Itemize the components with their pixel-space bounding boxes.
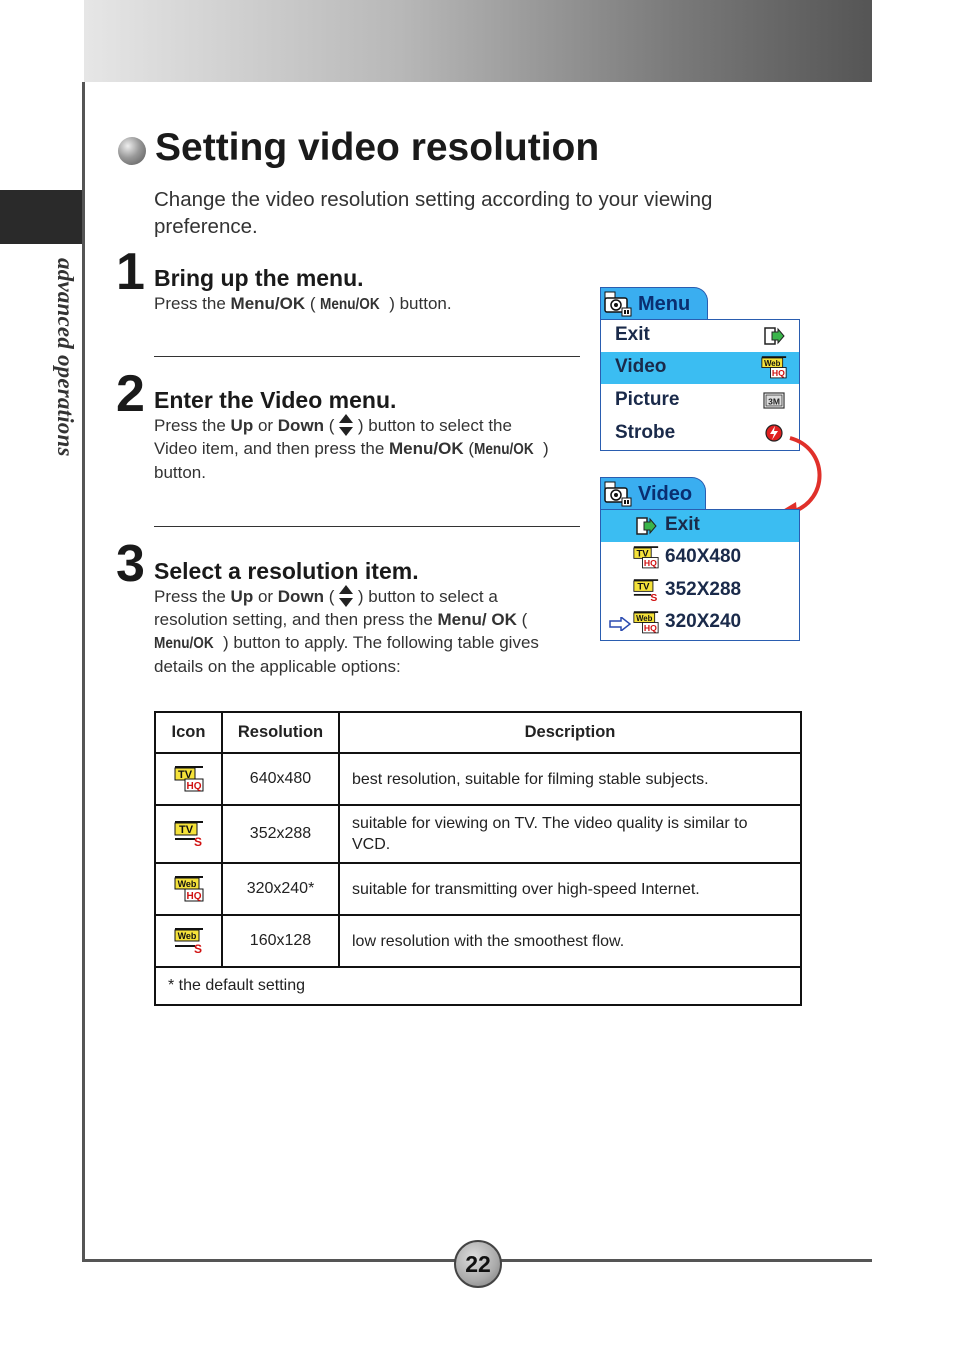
table-row — [155, 805, 801, 863]
step-3-bold-down: Down — [277, 587, 325, 606]
step-1 — [154, 265, 584, 316]
tv-s-icon — [174, 820, 204, 848]
table-cell-description: best resolution, suitable for filming stable subjects. — [339, 753, 801, 805]
table-row — [155, 753, 801, 805]
step-3 — [154, 558, 554, 678]
video-menu-screen-title: Video — [638, 483, 693, 505]
tv-hq-icon — [174, 765, 204, 793]
menu-item-label: Exit — [665, 514, 700, 535]
current-setting-arrow-icon — [609, 617, 631, 631]
video-menu-screen-tab — [600, 477, 706, 510]
video-menu-item-320[interactable] — [601, 607, 799, 639]
step-2-bold-down: Down — [277, 416, 325, 435]
table-cell-icon — [155, 805, 222, 863]
menu-item-label: 352X288 — [665, 579, 742, 600]
step-2-heading: Enter the Video menu. — [154, 387, 397, 413]
menu-item-label: Video — [615, 356, 667, 377]
table-row — [155, 863, 801, 915]
step-3-number: 3 — [116, 535, 145, 593]
exit-icon — [635, 516, 657, 536]
step-1-text: Press the — [154, 294, 231, 313]
table-cell-icon — [155, 753, 222, 805]
table-cell-resolution: 640x480 — [222, 753, 339, 805]
menu-ok-key-icon: Menu/OK — [474, 441, 534, 458]
page-number: 22 — [454, 1240, 502, 1288]
step-3-text: ) button to apply. The following table gives details on the applicable options: — [154, 633, 539, 676]
step-3-text: ( — [521, 610, 528, 629]
web-s-icon — [174, 927, 204, 955]
left-border-rule — [82, 82, 85, 1262]
video-menu-screen — [600, 509, 800, 641]
table-cell-description: suitable for viewing on TV. The video quality is similar to VCD. — [339, 805, 801, 863]
step-1-heading: Bring up the menu. — [154, 265, 364, 291]
step-3-body — [154, 585, 554, 678]
table-cell-resolution: 352x288 — [222, 805, 339, 863]
web-hq-icon — [174, 875, 204, 903]
video-menu-item-352[interactable] — [601, 575, 799, 607]
step-2-text: or — [253, 416, 278, 435]
step-2 — [154, 387, 554, 484]
menu-item-label: 640X480 — [665, 546, 742, 567]
intro-text: Change the video resolution setting according to your viewing preference. — [154, 188, 713, 238]
web-hq-icon — [761, 355, 787, 380]
step-2-text: ( — [468, 439, 475, 458]
table-cell-description: low resolution with the smoothest flow. — [339, 915, 801, 967]
step-2-bold-up: Up — [230, 416, 254, 435]
step-1-body — [154, 292, 584, 316]
step-3-text: ) button to select a resolution setting, and then press the — [154, 587, 498, 629]
menu-item-label: Picture — [615, 389, 680, 410]
3m-icon — [763, 391, 785, 411]
step-3-text: or — [253, 587, 278, 606]
table-footnote-row — [155, 967, 801, 1005]
resolution-table — [154, 711, 802, 1006]
step-3-text: ( — [324, 587, 335, 606]
menu-item-label: Strobe — [615, 422, 676, 443]
up-down-arrow-icon — [339, 414, 353, 436]
step-1-bold-menuok: Menu/OK — [230, 294, 306, 313]
camera-mode-icon — [604, 481, 632, 507]
section-side-label: advanced operations — [53, 258, 78, 457]
menu-item-picture[interactable] — [601, 385, 799, 417]
step-1-number: 1 — [116, 243, 145, 301]
menu-item-video[interactable] — [601, 352, 799, 384]
menu-item-label: 320X240 — [665, 611, 742, 632]
video-menu-item-640[interactable] — [601, 542, 799, 574]
title-bullet-icon — [118, 137, 146, 165]
step-3-bold-up: Up — [230, 587, 254, 606]
step-2-text: ) button to select the Video item, and then press the — [154, 416, 512, 458]
web-hq-icon — [633, 610, 659, 635]
menu-item-label: Exit — [615, 324, 650, 345]
menu-ok-key-icon: Menu/OK — [154, 635, 214, 652]
tv-s-icon — [633, 578, 659, 603]
header-gradient-bar — [84, 0, 872, 82]
step-2-number: 2 — [116, 365, 145, 423]
table-header-icon: Icon — [155, 712, 222, 753]
step-1-text: ( — [305, 294, 316, 313]
menu-ok-key-icon: Menu/OK — [320, 296, 380, 313]
table-cell-resolution: 320x240* — [222, 863, 339, 915]
camera-mode-icon — [604, 291, 632, 317]
step-2-text: ) button. — [154, 439, 549, 482]
exit-icon — [763, 326, 785, 346]
section-tab — [0, 190, 82, 244]
table-cell-resolution: 160x128 — [222, 915, 339, 967]
table-cell-icon — [155, 915, 222, 967]
step-3-text: Press the — [154, 587, 231, 606]
table-header-description: Description — [339, 712, 801, 753]
table-cell-description: suitable for transmitting over high-speed Internet. — [339, 863, 801, 915]
menu-screen-tab — [600, 287, 708, 320]
step-3-heading: Select a resolution item. — [154, 558, 419, 584]
step-divider — [154, 526, 580, 527]
table-header-row — [155, 712, 801, 753]
tv-hq-icon — [633, 545, 659, 570]
table-header-resolution: Resolution — [222, 712, 339, 753]
step-3-bold-menuok: Menu/ OK — [437, 610, 517, 629]
menu-item-exit[interactable] — [601, 320, 799, 352]
step-2-text: Press the — [154, 416, 231, 435]
video-menu-item-exit[interactable] — [601, 510, 799, 542]
table-row — [155, 915, 801, 967]
step-2-text: ( — [324, 416, 335, 435]
table-footnote: * the default setting — [155, 967, 801, 1005]
step-2-bold-menuok: Menu/OK — [389, 439, 464, 458]
step-divider — [154, 356, 580, 357]
menu-screen-title: Menu — [638, 293, 691, 315]
up-down-arrow-icon — [339, 585, 353, 607]
table-cell-icon — [155, 863, 222, 915]
step-1-text: ) button. — [384, 294, 452, 313]
page-title: Setting video resolution — [155, 126, 600, 169]
step-2-body — [154, 414, 554, 484]
